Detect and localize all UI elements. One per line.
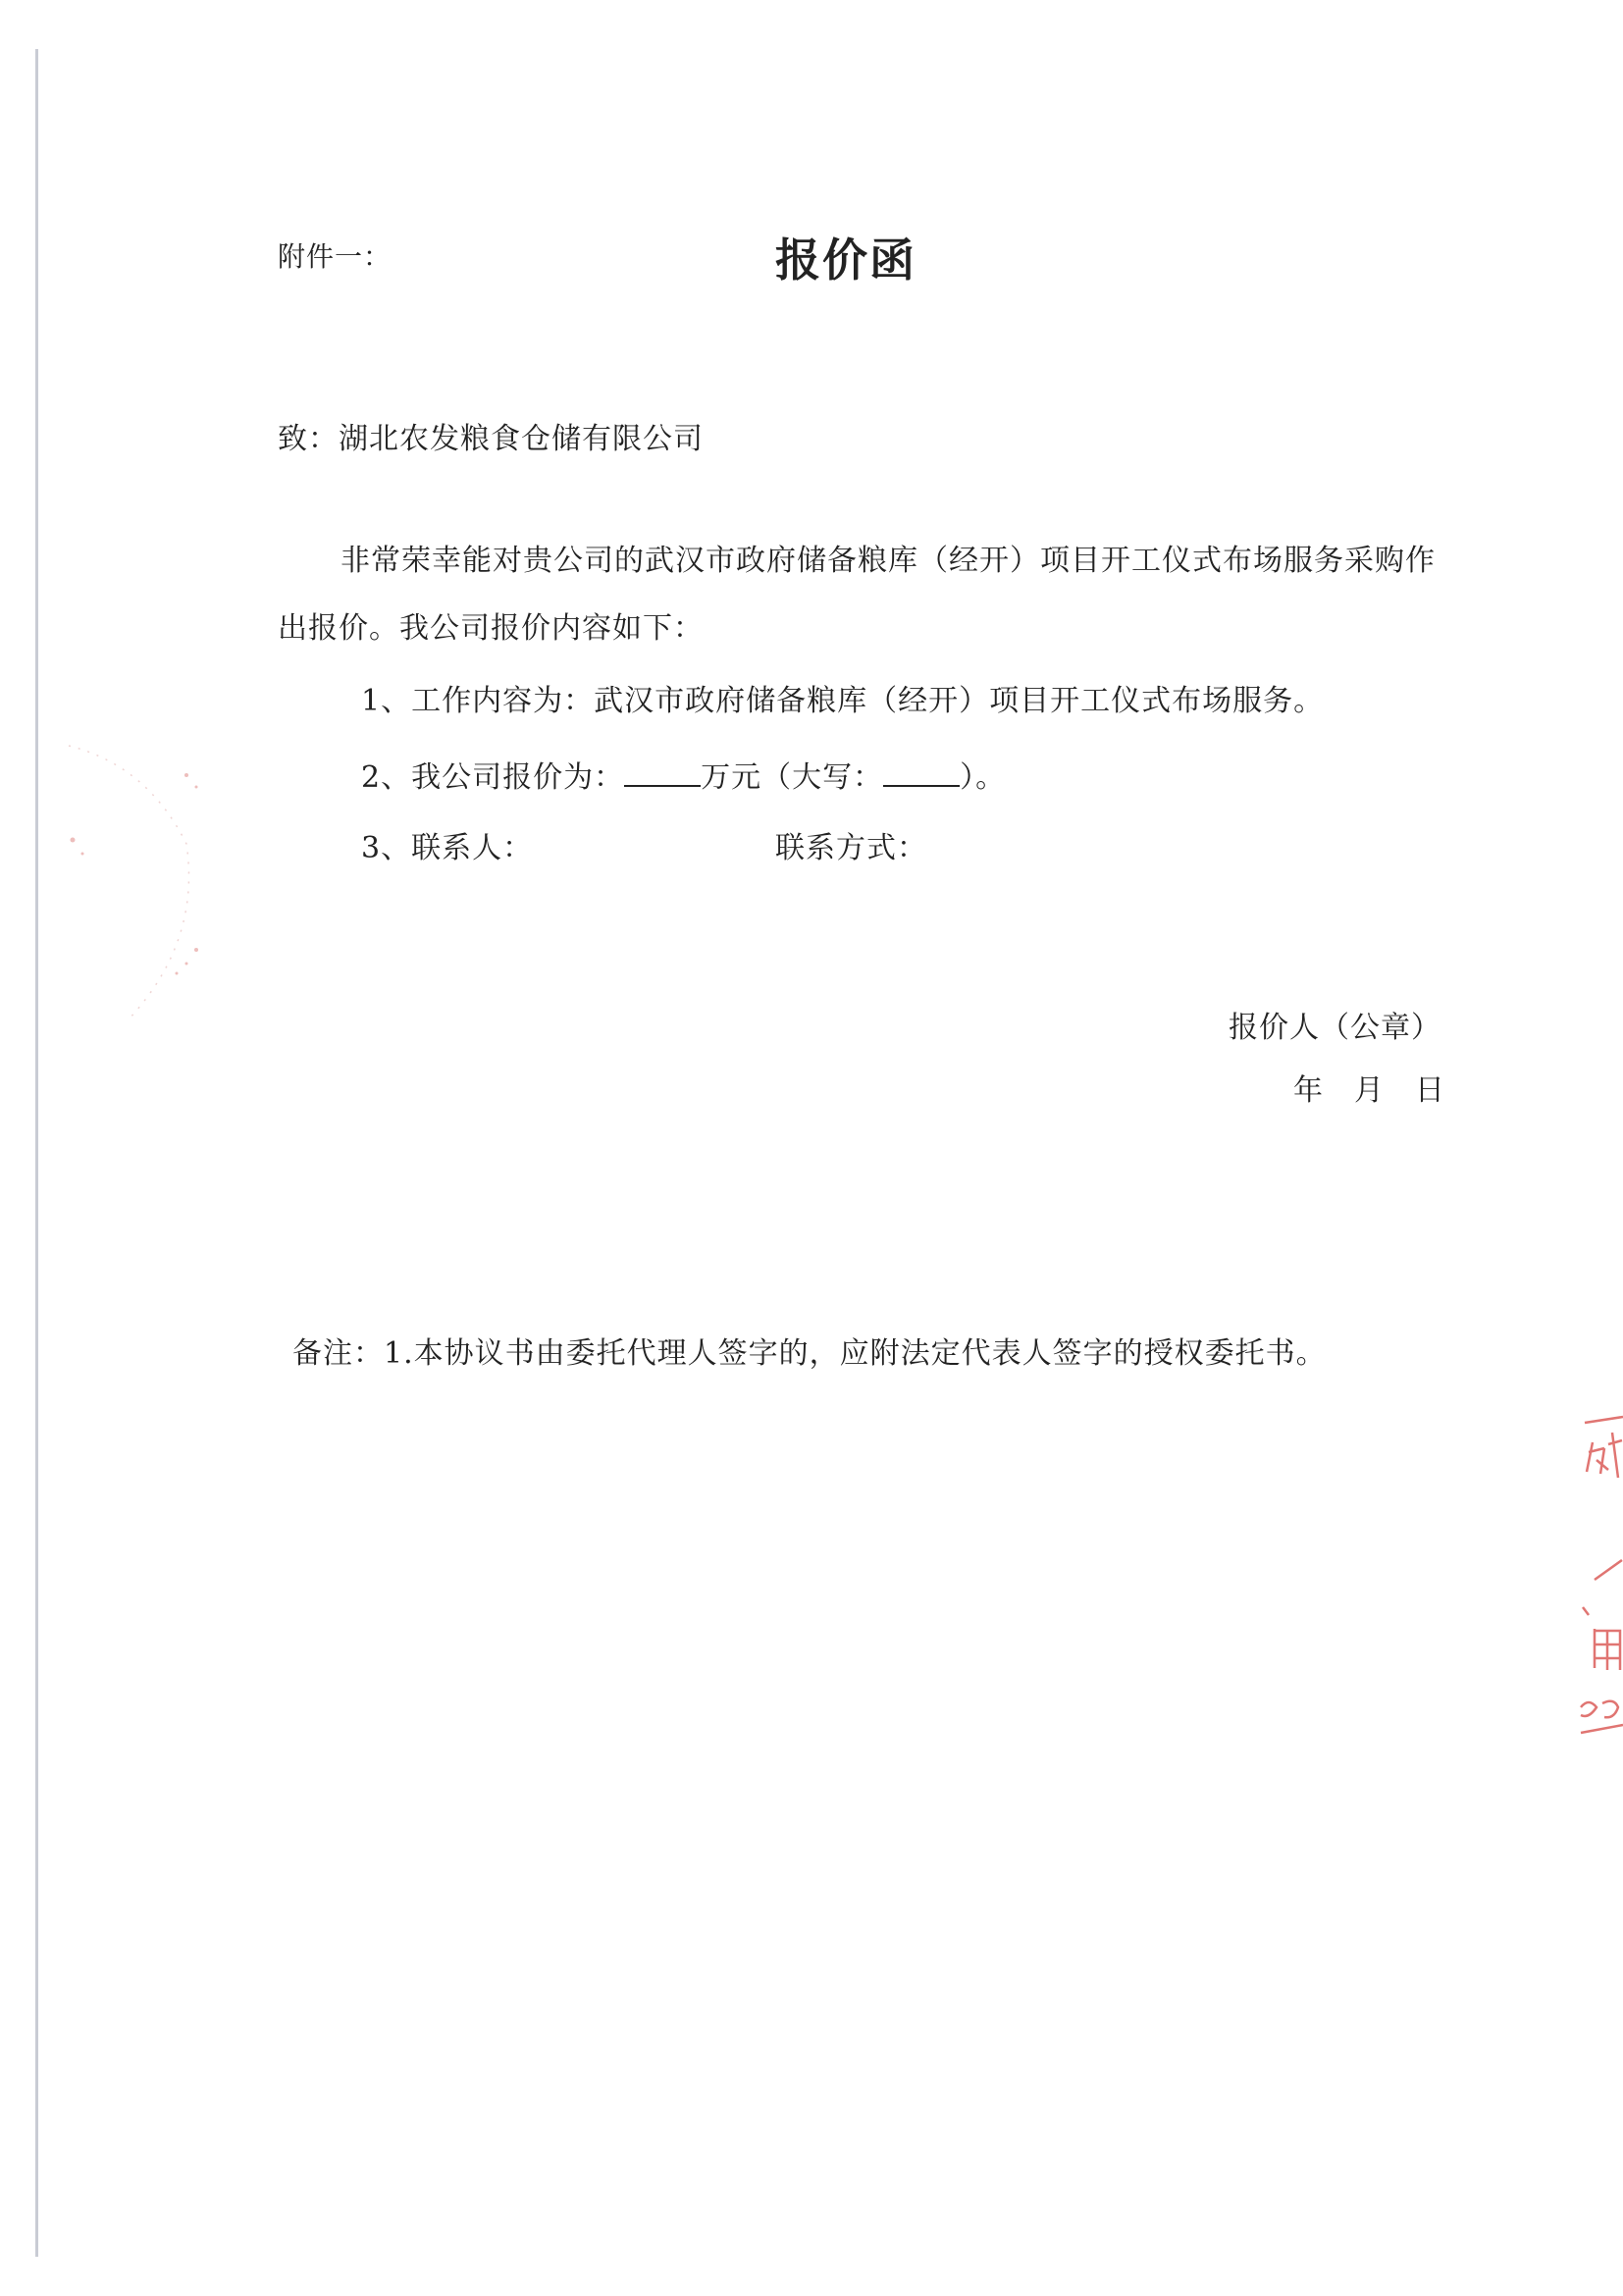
item-contact-person: 3、联系人： [361, 831, 534, 865]
item-contact-method: 联系方式： [775, 831, 927, 865]
quote-amount-prefix: 2、我公司报价为： [361, 760, 625, 795]
document-title: 报价函 [775, 234, 916, 287]
quote-amount-mid: 万元（大写： [701, 760, 884, 795]
quote-amount-suffix: ）。 [960, 760, 1007, 795]
intro-paragraph-line-1: 非常荣幸能对贵公司的武汉市政府储备粮库（经开）项目开工仪式布场服务采购作 [340, 544, 1436, 578]
scan-page-edge [35, 49, 38, 2257]
date-line: 年 月 日 [1293, 1073, 1445, 1108]
intro-paragraph-line-2: 出报价。我公司报价内容如下： [278, 611, 704, 646]
item-work-content: 1、工作内容为：武汉市政府储备粮库（经开）项目开工仪式布场服务。 [361, 684, 1325, 718]
amount-blank [624, 756, 701, 787]
attachment-label: 附件一： [278, 240, 393, 273]
faded-seal-remnant [39, 726, 206, 1040]
amount-in-words-blank [883, 756, 960, 787]
partial-seal-stamp [1575, 1413, 1623, 1737]
item-quote-amount [361, 756, 1006, 798]
quoter-seal-label: 报价人（公章） [1229, 1011, 1441, 1045]
remark-note: 备注：1.本协议书由委托代理人签字的，应附法定代表人签字的授权委托书。 [292, 1336, 1327, 1371]
addressee-line: 致：湖北农发粮食仓储有限公司 [278, 422, 704, 456]
